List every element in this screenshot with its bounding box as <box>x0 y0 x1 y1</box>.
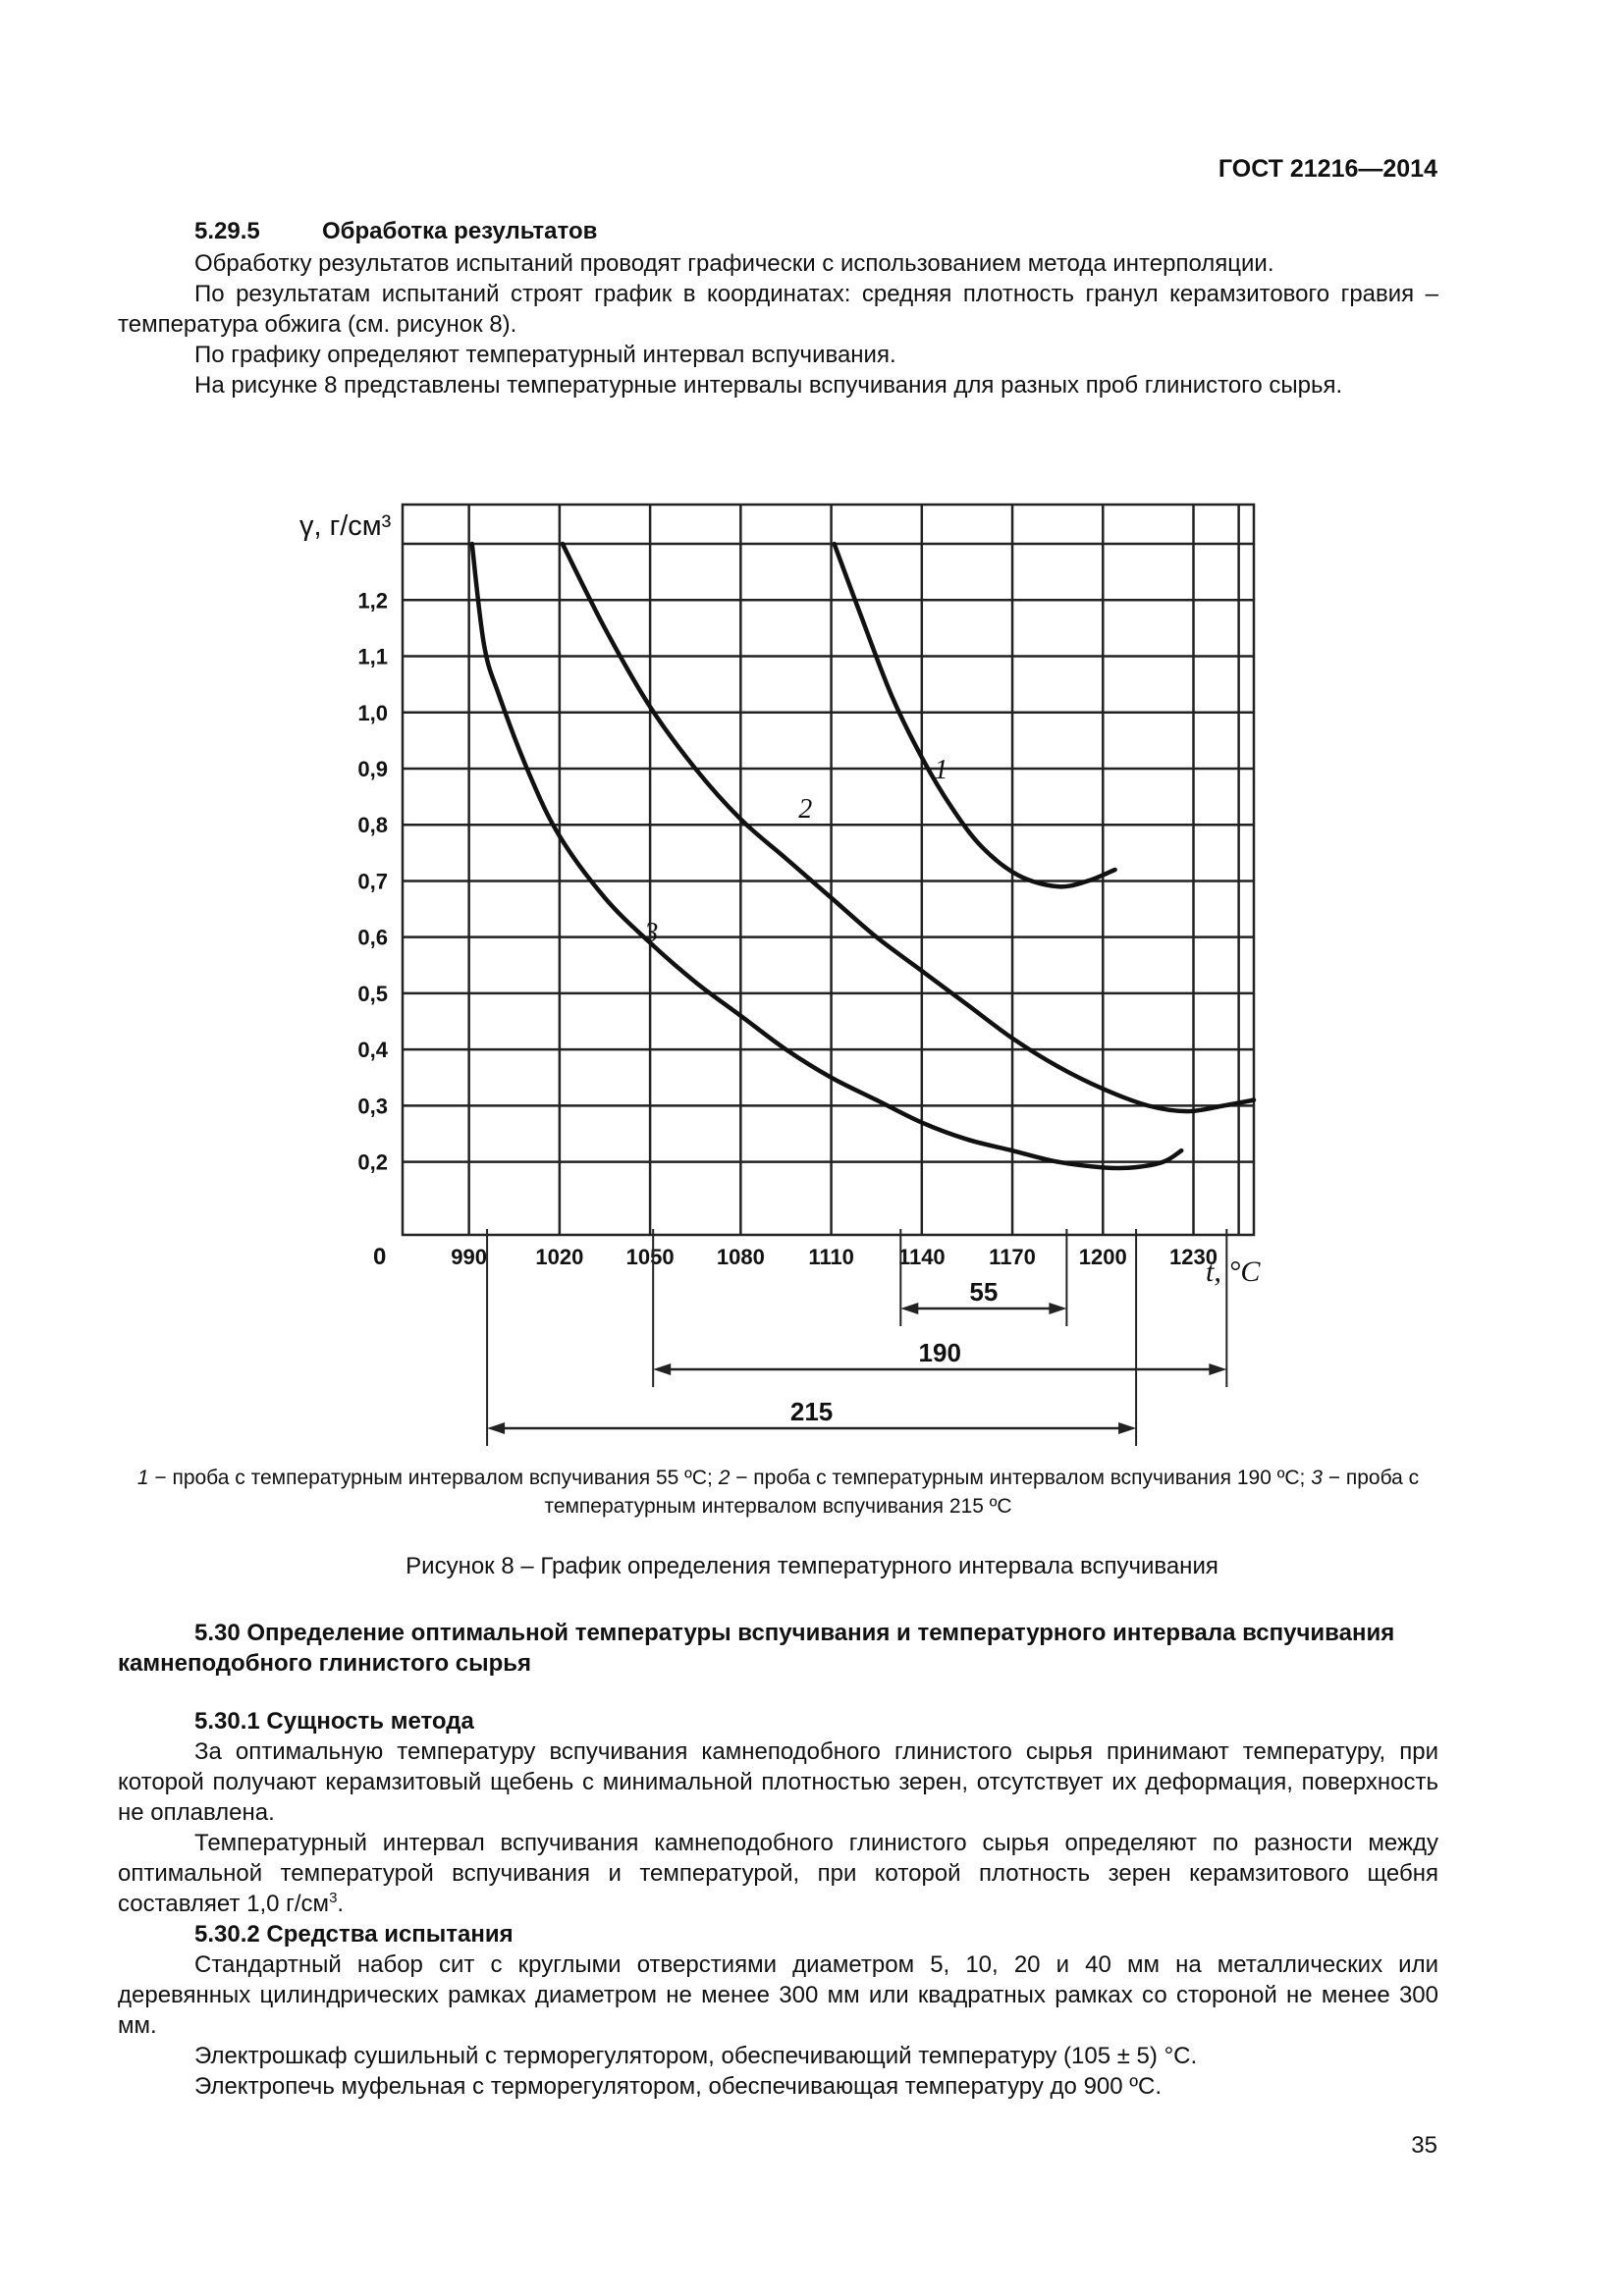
paragraph: Обработку результатов испытаний проводят графически с использованием метода интерполяции. <box>194 250 1274 277</box>
series-curve-1 <box>835 544 1115 886</box>
legend-number-1: 1 <box>136 1467 149 1489</box>
section-5-30-1-heading: 5.30.1 Сущность метода <box>194 1708 474 1735</box>
paragraph-end: . <box>337 1891 345 1917</box>
y-axis-label: γ, г/см³ <box>299 510 392 542</box>
y-tick-label: 0,8 <box>357 813 388 838</box>
x-axis-label: t, °C <box>1206 1255 1261 1288</box>
paragraph: За оптимальную температуру вспучивания камнеподобного глинистого сырья принимают температуру, при которой получают керамзитовый щебень с минимальной плотностью зерен, отсутствует их деформация, поверхность не оплавлена. <box>118 1738 1438 1826</box>
x-tick-label: 1200 <box>1078 1245 1127 1269</box>
legend-text-1: − проба с температурным интервалом вспучивания 55 ºС; <box>148 1467 719 1489</box>
y-tick-label: 0,7 <box>357 869 388 894</box>
chart-curves <box>472 544 1254 1168</box>
paragraph: Электрошкаф сушильный с терморегулятором, обеспечивающий температуру (105 ± 5) °С. <box>194 2043 1198 2069</box>
x-tick-label: 1230 <box>1169 1245 1218 1269</box>
paragraph: По результатам испытаний строят график в координатах: средняя плотность гранул керамзитового гравия – температура обжига (см. рисунок 8). <box>118 281 1438 338</box>
legend-text-3: − проба с температурным интервалом вспучивания 215 ºС <box>544 1467 1420 1518</box>
interval-label: 55 <box>969 1277 999 1307</box>
section-5-30-heading: 5.30 Определение оптимальной температуры вспучивания и температурного интервала вспучивания камнеподобного глинистого сырья <box>118 1620 1395 1677</box>
x-tick-label: 1170 <box>989 1245 1036 1269</box>
interval-arrow-left <box>487 1422 505 1434</box>
paragraph: Стандартный набор сит с круглыми отверстиями диаметром 5, 10, 20 и 40 мм на металлических или деревянных цилиндрических рамках диаметром не менее 300 мм или квадратных рамках со стороной не менее 300 мм. <box>118 1951 1438 2039</box>
legend-number-2: 2 <box>718 1467 731 1489</box>
series-curve-2 <box>563 544 1254 1111</box>
series-label-3: 3 <box>644 917 659 948</box>
y-tick-label: 1,1 <box>357 644 388 669</box>
interval-label: 190 <box>918 1338 961 1367</box>
paragraph: Электропечь муфельная с терморегулятором, обеспечивающая температуру до 900 ºС. <box>194 2073 1163 2100</box>
document-code-header: ГОСТ 21216—2014 <box>1218 155 1437 183</box>
interval-arrow-left <box>653 1363 671 1375</box>
section-title: Обработка результатов <box>322 218 598 244</box>
paragraph: По графику определяют температурный интервал вспучивания. <box>194 342 896 368</box>
interval-arrow-right <box>1049 1303 1066 1314</box>
y-tick-label: 0,4 <box>357 1038 388 1063</box>
x-tick-label: 1080 <box>716 1245 765 1269</box>
page-number: 35 <box>1411 2132 1437 2159</box>
interval-arrow-left <box>900 1303 918 1314</box>
section-number: 5.29.5 <box>194 218 260 244</box>
y-tick-label: 0,2 <box>357 1149 388 1175</box>
plot-frame <box>403 505 1254 1235</box>
y-tick-label: 0,3 <box>357 1094 388 1119</box>
x-tick-label: 990 <box>451 1245 487 1269</box>
y-tick-label: 1,2 <box>357 588 388 614</box>
paragraph-text: Температурный интервал вспучивания камнеподобного глинистого сырья определяют по разности между оптимальной температурой вспучивания и температурой, при которой плотность зерен керамзитового щебня составляет 1,0 г/см <box>118 1830 1438 1917</box>
section-5-30 <box>118 1618 1438 2102</box>
x-tick-label: 1020 <box>535 1245 584 1269</box>
series-label-2: 2 <box>798 794 813 826</box>
chart-labels <box>357 588 1218 1426</box>
y-tick-label: 0,5 <box>357 981 388 1006</box>
x-tick-label: 1050 <box>625 1245 675 1269</box>
series-curve-3 <box>472 544 1182 1168</box>
section-5-30-2-heading: 5.30.2 Средства испытания <box>194 1921 514 1948</box>
x-tick-label: 1140 <box>897 1245 946 1269</box>
legend-text-2: − проба с температурным интервалом вспучивания 190 ºС; <box>730 1467 1312 1489</box>
superscript: 3 <box>329 1890 338 1906</box>
y-tick-label: 1,0 <box>357 700 388 725</box>
origin-label: 0 <box>373 1244 387 1270</box>
chart-intervals <box>487 1229 1226 1446</box>
series-label-1: 1 <box>934 754 948 785</box>
y-tick-label: 0,6 <box>357 925 388 950</box>
figure-legend <box>118 1464 1438 1521</box>
paragraph: На рисунке 8 представлены температурные интервалы вспучивания для разных проб глинистого сырья. <box>194 372 1343 399</box>
figure-title: Рисунок 8 – График определения температурного интервала вспучивания <box>406 1553 1218 1579</box>
chart-grid <box>403 505 1254 1235</box>
section-5-29-5-body <box>118 248 1438 400</box>
legend-number-3: 3 <box>1311 1467 1323 1489</box>
x-tick-label: 1110 <box>808 1245 854 1269</box>
interval-label: 215 <box>789 1397 834 1426</box>
y-tick-label: 0,9 <box>357 756 388 781</box>
interval-arrow-right <box>1209 1363 1226 1375</box>
section-5-29-5-heading <box>194 218 597 245</box>
interval-arrow-right <box>1118 1422 1136 1434</box>
paragraph <box>118 1828 1438 1919</box>
